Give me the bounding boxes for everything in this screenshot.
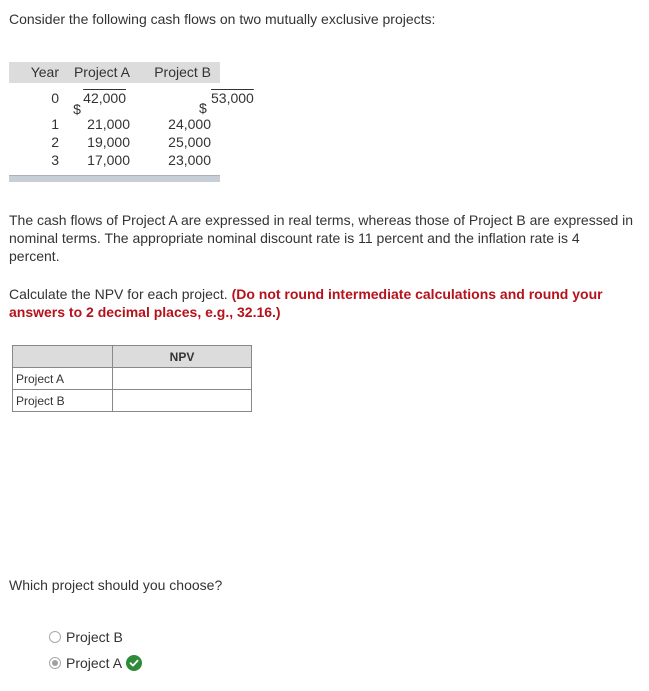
cashflow-row-year-1 (9, 115, 220, 133)
option-project-a[interactable] (49, 654, 142, 672)
cell-value: 42,000 (83, 90, 126, 106)
cell-project-b: 23,000 (168, 152, 211, 168)
intro-text: Consider the following cash flows on two mutually exclusive projects: (9, 11, 436, 27)
cell-project-a: 21,000 (87, 116, 130, 132)
option-project-b[interactable] (49, 628, 123, 646)
npv-answer-table (12, 345, 252, 412)
rounding-instruction: (Do not round intermediate calculations and round your answers to 2 decimal places, e.g., 32.16.) (9, 286, 603, 320)
header-year: Year (30, 64, 59, 80)
cashflow-table-header (9, 62, 220, 83)
npv-table-corner (13, 346, 113, 368)
radio-button-selected[interactable] (49, 657, 61, 669)
problem-paragraph: The cash flows of Project A are expressed in real terms, whereas those of Project B are expressed in nominal terms. The appropriate nominal discount rate is 11 percent and the inflation rate is 4 percent. (9, 212, 634, 264)
instruction-text: Calculate the NPV for each project. (9, 286, 232, 302)
cell-project-b: 24,000 (168, 116, 211, 132)
header-project-b: Project B (154, 64, 211, 80)
dollar-sign: $ (199, 100, 207, 116)
radio-button[interactable] (49, 631, 61, 643)
cell-project-b: 25,000 (168, 134, 211, 150)
npv-column-header: NPV (113, 346, 252, 368)
npv-row-project-a (13, 368, 252, 390)
choice-question: Which project should you choose? (9, 577, 223, 593)
npv-row-label: Project A (13, 368, 113, 390)
instruction-paragraph (9, 285, 634, 321)
table-bottom-bar (9, 175, 220, 182)
cell-project-a: 19,000 (87, 134, 130, 150)
cashflow-row-year-2 (9, 133, 220, 151)
cashflow-row-year-0 (9, 83, 254, 117)
cell-project-a: 17,000 (87, 152, 130, 168)
npv-row-project-b (13, 390, 252, 412)
cell-year: 1 (51, 116, 59, 132)
cashflow-table (9, 62, 254, 182)
dollar-sign: $ (73, 101, 81, 117)
cell-year: 2 (51, 134, 59, 150)
header-project-a: Project A (73, 64, 130, 80)
cell-year: 3 (51, 152, 59, 168)
npv-table-header-row (13, 346, 252, 368)
cell-value: 53,000 (211, 90, 254, 106)
option-label: Project B (66, 629, 123, 645)
option-label: Project A (66, 655, 123, 671)
npv-row-label: Project B (13, 390, 113, 412)
npv-input-project-b[interactable] (113, 390, 252, 412)
cell-project-a (62, 89, 130, 117)
cashflow-row-year-3 (9, 151, 220, 169)
npv-input-project-a[interactable] (113, 368, 252, 390)
checkmark-icon (126, 655, 142, 671)
cell-year: 0 (51, 90, 59, 106)
